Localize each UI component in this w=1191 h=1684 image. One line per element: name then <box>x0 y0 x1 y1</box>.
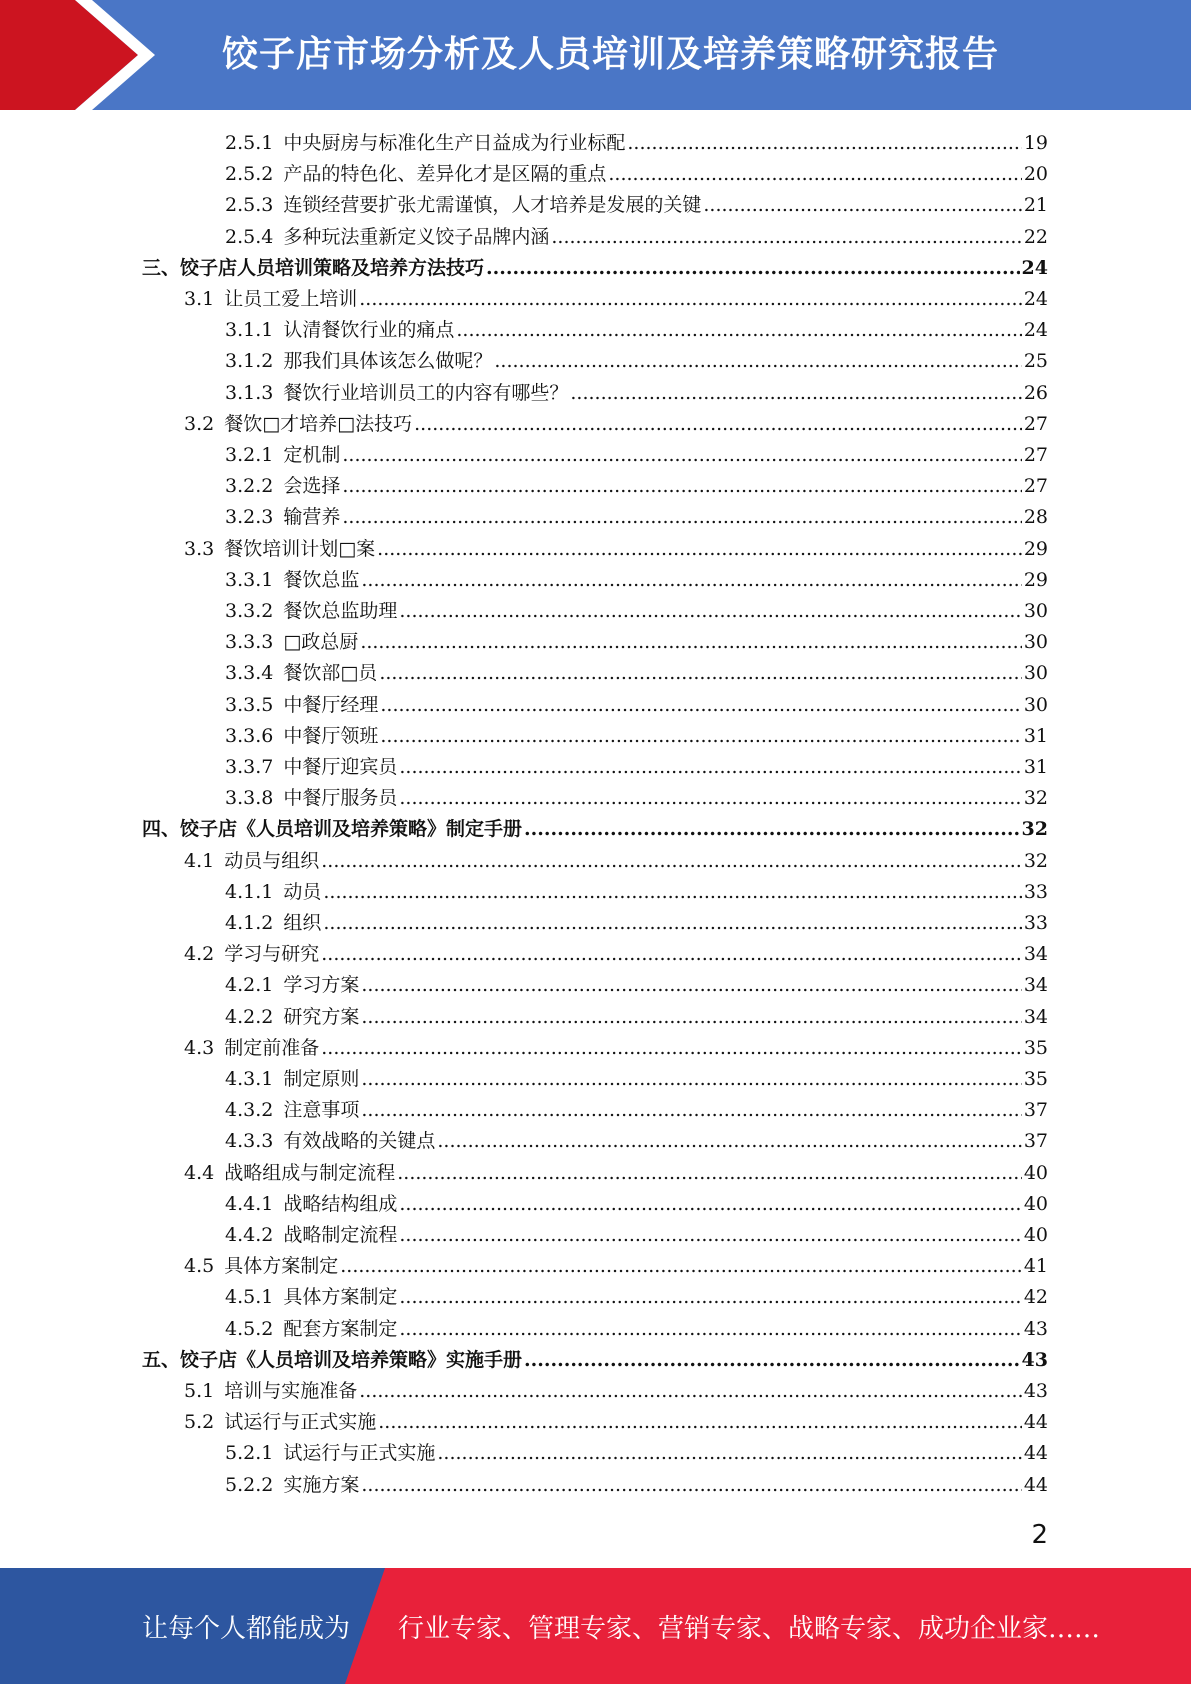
toc-entry[interactable] <box>184 939 1048 970</box>
toc-entry-title: 具体方案制定 <box>224 1255 339 1278</box>
toc-entry-number: 3.2.2 <box>225 475 274 498</box>
toc-dot-leader <box>323 908 1021 939</box>
toc-entry-number: 4.4.2 <box>225 1224 274 1246</box>
toc-entry-title: 让员工爱上培训 <box>224 288 358 310</box>
toc-dot-leader <box>321 1033 1022 1064</box>
toc-entry[interactable] <box>225 128 1048 159</box>
toc-entry-number: 2.5.2 <box>225 163 274 186</box>
toc-dot-leader <box>342 440 1021 471</box>
toc-entry-title: 战略组成与制定流程 <box>224 1161 396 1184</box>
toc-entry-page: 31 <box>1023 724 1048 747</box>
toc-entry-page: 41 <box>1023 1255 1048 1278</box>
toc-entry-title: 中餐厅领班 <box>283 724 379 747</box>
toc-dot-leader <box>379 658 1022 689</box>
toc-entry-number: 3.2 <box>184 412 215 435</box>
toc-entry-number: 3.1 <box>184 288 215 310</box>
toc-dot-leader <box>627 128 1021 159</box>
toc-entry-page: 29 <box>1023 568 1048 591</box>
toc-dot-leader <box>360 627 1022 658</box>
toc-dot-leader <box>361 565 1021 596</box>
toc-entry-number: 4.3 <box>184 1036 215 1059</box>
toc-entry-number: 4.5 <box>184 1255 215 1278</box>
toc-entry-page: 44 <box>1023 1442 1048 1465</box>
toc-dot-leader <box>551 222 1021 253</box>
toc-entry-number: 3.3.3 <box>225 631 274 654</box>
toc-entry-title: 培训与实施准备 <box>224 1380 358 1402</box>
toc-entry-number: 4.1.1 <box>225 880 274 903</box>
toc-entry-page: 32 <box>1021 818 1048 841</box>
toc-entry-title: 动员与组织 <box>224 849 320 872</box>
toc-entry[interactable] <box>184 1407 1048 1438</box>
toc-entry-page: 24 <box>1023 288 1048 310</box>
toc-entry[interactable] <box>225 1282 1048 1313</box>
toc-dot-leader <box>359 284 1022 315</box>
toc-entry-number: 3.3 <box>184 537 215 560</box>
toc-dot-leader <box>380 690 1021 721</box>
toc-dot-leader <box>361 970 1021 1001</box>
toc-entry-page: 34 <box>1023 1005 1048 1028</box>
toc-entry-title: 动员 <box>283 880 322 903</box>
toc-entry[interactable] <box>225 721 1048 752</box>
toc-entry-title: 四、饺子店《人员培训及培养策略》制定手册 <box>142 818 523 841</box>
toc-entry-number: 5.2.2 <box>225 1473 274 1496</box>
toc-entry[interactable] <box>184 284 1048 315</box>
toc-entry[interactable] <box>184 1158 1048 1189</box>
toc-entry[interactable] <box>225 1002 1048 1033</box>
toc-entry-page: 33 <box>1023 912 1048 934</box>
toc-dot-leader <box>361 1470 1021 1501</box>
toc-dot-leader <box>494 346 1021 377</box>
toc-dot-leader <box>524 814 1020 845</box>
toc-dot-leader <box>399 1282 1021 1313</box>
toc-entry-page: 28 <box>1023 506 1048 529</box>
toc-entry-page: 29 <box>1023 537 1048 560</box>
toc-entry-page: 33 <box>1023 880 1048 903</box>
toc-dot-leader <box>342 502 1021 533</box>
toc-entry[interactable] <box>225 1095 1048 1126</box>
toc-entry-page: 32 <box>1023 787 1048 810</box>
toc-entry-page: 30 <box>1023 600 1048 622</box>
toc-entry-number: 4.3.3 <box>225 1130 274 1153</box>
toc-entry-number: 4.3.2 <box>225 1099 274 1122</box>
toc-dot-leader <box>399 783 1021 814</box>
toc-entry-title: 制定原则 <box>283 1068 360 1090</box>
toc-entry-number: 2.5.4 <box>225 225 274 248</box>
toc-dot-leader <box>323 877 1021 908</box>
toc-entry-number: 5.1 <box>184 1380 215 1402</box>
toc-entry-number: 3.2.1 <box>225 444 274 466</box>
toc-entry-page: 37 <box>1023 1099 1048 1122</box>
toc-dot-leader <box>399 596 1021 627</box>
toc-entry[interactable] <box>225 159 1048 190</box>
document-title: 饺子店市场分析及人员培训及培养策略研究报告 <box>222 34 1000 75</box>
toc-entry-page: 22 <box>1023 225 1048 248</box>
toc-entry-page: 35 <box>1023 1068 1048 1090</box>
toc-entry[interactable] <box>225 908 1048 939</box>
toc-entry[interactable] <box>225 596 1048 627</box>
toc-dot-leader <box>399 1189 1021 1220</box>
toc-entry-title: 餐饮□才培养□法技巧 <box>224 412 413 435</box>
toc-entry-number: 3.3.1 <box>225 568 274 591</box>
toc-entry[interactable] <box>184 1376 1048 1407</box>
toc-entry-number: 4.2.2 <box>225 1005 274 1028</box>
toc-entry[interactable] <box>225 1220 1048 1251</box>
toc-entry-page: 35 <box>1023 1036 1048 1059</box>
toc-dot-leader <box>361 1064 1021 1095</box>
toc-entry-title: 那我们具体该怎么做呢？ <box>283 350 493 373</box>
toc-entry[interactable] <box>142 253 1048 284</box>
toc-entry-title: 餐饮部□员 <box>283 662 378 685</box>
toc-entry-title: 有效战略的关键点 <box>283 1130 436 1153</box>
toc-entry-page: 19 <box>1023 132 1048 154</box>
toc-entry-title: 试运行与正式实施 <box>283 1442 436 1465</box>
toc-entry-page: 34 <box>1023 974 1048 997</box>
toc-entry-number: 3.3.2 <box>225 600 274 622</box>
toc-entry-page: 30 <box>1023 662 1048 685</box>
toc-entry-page: 24 <box>1023 319 1048 342</box>
toc-entry-title: 战略制定流程 <box>283 1224 398 1246</box>
toc-entry-page: 43 <box>1023 1380 1048 1402</box>
toc-entry-title: 中餐厅经理 <box>283 693 379 716</box>
toc-entry-title: 定机制 <box>283 444 341 466</box>
toc-entry-number: 5.2 <box>184 1411 215 1434</box>
toc-entry[interactable] <box>225 783 1048 814</box>
toc-entry-page: 26 <box>1023 381 1048 404</box>
toc-dot-leader <box>399 752 1021 783</box>
toc-entry[interactable] <box>142 814 1048 845</box>
toc-dot-leader <box>361 1002 1021 1033</box>
toc-entry-page: 20 <box>1023 163 1048 186</box>
toc-entry[interactable] <box>225 1470 1048 1501</box>
toc-dot-leader <box>608 159 1021 190</box>
toc-entry-number: 3.1.3 <box>225 381 274 404</box>
toc-entry-number: 4.3.1 <box>225 1068 274 1090</box>
toc-entry-title: 具体方案制定 <box>283 1286 398 1309</box>
toc-dot-leader <box>397 1158 1022 1189</box>
toc-entry[interactable] <box>225 471 1048 502</box>
toc-entry-title: 连锁经营要扩张尤需谨慎，人才培养是发展的关键 <box>283 194 702 217</box>
toc-entry-number: 2.5.1 <box>225 132 274 154</box>
toc-entry-title: 中餐厅服务员 <box>283 787 398 810</box>
toc-dot-leader <box>361 1095 1021 1126</box>
toc-entry[interactable] <box>225 190 1048 221</box>
page-header <box>0 0 1191 110</box>
toc-entry-title: 组织 <box>283 912 322 934</box>
toc-entry-title: 餐饮行业培训员工的内容有哪些？ <box>283 381 569 404</box>
toc-entry-title: 制定前准备 <box>224 1036 320 1059</box>
toc-entry[interactable] <box>225 1314 1048 1345</box>
toc-entry[interactable] <box>225 346 1048 377</box>
toc-entry[interactable] <box>225 502 1048 533</box>
toc-entry-number: 3.3.4 <box>225 662 274 685</box>
toc-entry-page: 27 <box>1023 444 1048 466</box>
page-footer <box>0 1568 1191 1684</box>
toc-entry[interactable] <box>225 970 1048 1001</box>
toc-entry-page: 30 <box>1023 631 1048 654</box>
toc-entry[interactable] <box>225 440 1048 471</box>
toc-entry-page: 34 <box>1023 943 1048 966</box>
toc-entry-page: 32 <box>1023 849 1048 872</box>
toc-entry[interactable] <box>225 1064 1048 1095</box>
toc-entry-number: 3.1.1 <box>225 319 274 342</box>
toc-entry[interactable] <box>142 1345 1048 1376</box>
toc-dot-leader <box>380 721 1021 752</box>
toc-dot-leader <box>570 378 1021 409</box>
toc-dot-leader <box>399 1220 1021 1251</box>
toc-entry-page: 37 <box>1023 1130 1048 1153</box>
toc-entry-page: 27 <box>1023 475 1048 498</box>
toc-entry[interactable] <box>225 1189 1048 1220</box>
toc-entry-page: 43 <box>1023 1317 1048 1340</box>
toc-entry-number: 4.5.1 <box>225 1286 274 1309</box>
toc-entry[interactable] <box>225 378 1048 409</box>
toc-entry-page: 24 <box>1021 256 1048 279</box>
toc-entry-title: 学习方案 <box>283 974 360 997</box>
toc-entry[interactable] <box>225 658 1048 689</box>
toc-entry[interactable] <box>184 1251 1048 1282</box>
toc-dot-leader <box>359 1376 1022 1407</box>
toc-entry-number: 3.3.8 <box>225 787 274 810</box>
toc-dot-leader <box>524 1345 1020 1376</box>
toc-dot-leader <box>378 1407 1022 1438</box>
toc-entry-title: 会选择 <box>283 475 341 498</box>
toc-dot-leader <box>703 190 1021 221</box>
toc-dot-leader <box>399 1314 1021 1345</box>
toc-dot-leader <box>437 1438 1021 1469</box>
toc-entry-page: 21 <box>1023 194 1048 217</box>
toc-entry-number: 4.2.1 <box>225 974 274 997</box>
toc-entry-title: 餐饮培训计划□案 <box>224 537 376 560</box>
toc-entry-page: 40 <box>1023 1224 1048 1246</box>
toc-entry-title: □政总厨 <box>283 631 359 654</box>
toc-entry-number: 4.1.2 <box>225 912 274 934</box>
toc-entry-page: 42 <box>1023 1286 1048 1309</box>
toc-entry-number: 3.3.5 <box>225 693 274 716</box>
toc-entry-number: 4.1 <box>184 849 215 872</box>
page-number: 2 <box>1031 1520 1048 1550</box>
toc-entry-number: 2.5.3 <box>225 194 274 217</box>
toc-entry[interactable] <box>184 846 1048 877</box>
toc-entry-title: 实施方案 <box>283 1473 360 1496</box>
toc-entry-title: 认清餐饮行业的痛点 <box>283 319 455 342</box>
toc-dot-leader <box>486 253 1020 284</box>
toc-dot-leader <box>321 846 1022 877</box>
toc-entry-page: 40 <box>1023 1192 1048 1215</box>
toc-entry-number: 4.4.1 <box>225 1192 274 1215</box>
toc-entry[interactable] <box>225 627 1048 658</box>
toc-dot-leader <box>321 939 1022 970</box>
toc-entry-number: 5.2.1 <box>225 1442 274 1465</box>
toc-entry[interactable] <box>225 877 1048 908</box>
toc-dot-leader <box>342 471 1021 502</box>
toc-entry[interactable] <box>184 409 1048 440</box>
toc-entry-page: 43 <box>1021 1348 1048 1371</box>
toc-entry-title: 五、饺子店《人员培训及培养策略》实施手册 <box>142 1348 523 1371</box>
toc-entry-title: 餐饮总监助理 <box>283 600 398 622</box>
toc-entry[interactable] <box>225 1438 1048 1469</box>
toc-entry-title: 餐饮总监 <box>283 568 360 591</box>
toc-entry-number: 4.4 <box>184 1161 215 1184</box>
toc-dot-leader <box>456 315 1021 346</box>
toc-entry-title: 战略结构组成 <box>283 1192 398 1215</box>
toc-dot-leader <box>437 1126 1021 1157</box>
toc-entry[interactable] <box>184 1033 1048 1064</box>
toc-entry[interactable] <box>225 222 1048 253</box>
footer-roles: 行业专家、管理专家、营销专家、战略专家、成功企业家…… <box>398 1614 1101 1644</box>
toc-entry-title: 中央厨房与标准化生产日益成为行业标配 <box>283 132 626 154</box>
toc-entry-page: 44 <box>1023 1473 1048 1496</box>
toc-entry-number: 3.1.2 <box>225 350 274 373</box>
toc-entry-number: 3.3.6 <box>225 724 274 747</box>
toc-entry[interactable] <box>225 1126 1048 1157</box>
toc-entry-page: 30 <box>1023 693 1048 716</box>
toc-entry-title: 多种玩法重新定义饺子品牌内涵 <box>283 225 550 248</box>
toc-entry-title: 学习与研究 <box>224 943 320 966</box>
toc-entry[interactable] <box>184 534 1048 565</box>
toc-entry-title: 产品的特色化、差异化才是区隔的重点 <box>283 163 607 186</box>
toc-entry-title: 配套方案制定 <box>283 1317 398 1340</box>
toc-entry-page: 31 <box>1023 756 1048 778</box>
toc-dot-leader <box>340 1251 1022 1282</box>
toc-entry-title: 三、饺子店人员培训策略及培养方法技巧 <box>142 256 485 279</box>
toc-entry-title: 输营养 <box>283 506 341 529</box>
toc-entry-number: 3.2.3 <box>225 506 274 529</box>
toc-entry-title: 中餐厅迎宾员 <box>283 756 398 778</box>
toc-entry-page: 44 <box>1023 1411 1048 1434</box>
footer-slogan: 让每个人都能成为 <box>142 1614 351 1644</box>
toc-entry-number: 4.2 <box>184 943 215 966</box>
toc-entry-number: 4.5.2 <box>225 1317 274 1340</box>
toc-entry-page: 40 <box>1023 1161 1048 1184</box>
toc-entry-page: 27 <box>1023 412 1048 435</box>
toc-entry-number: 3.3.7 <box>225 756 274 778</box>
toc-dot-leader <box>414 409 1022 440</box>
toc-dot-leader <box>377 534 1022 565</box>
toc-entry-page: 25 <box>1023 350 1048 373</box>
toc-entry[interactable] <box>225 690 1048 721</box>
toc-entry-title: 研究方案 <box>283 1005 360 1028</box>
toc-entry[interactable] <box>225 315 1048 346</box>
toc-entry-title: 试运行与正式实施 <box>224 1411 377 1434</box>
toc-entry[interactable] <box>225 752 1048 783</box>
toc-entry-title: 注意事项 <box>283 1099 360 1122</box>
toc-entry[interactable] <box>225 565 1048 596</box>
